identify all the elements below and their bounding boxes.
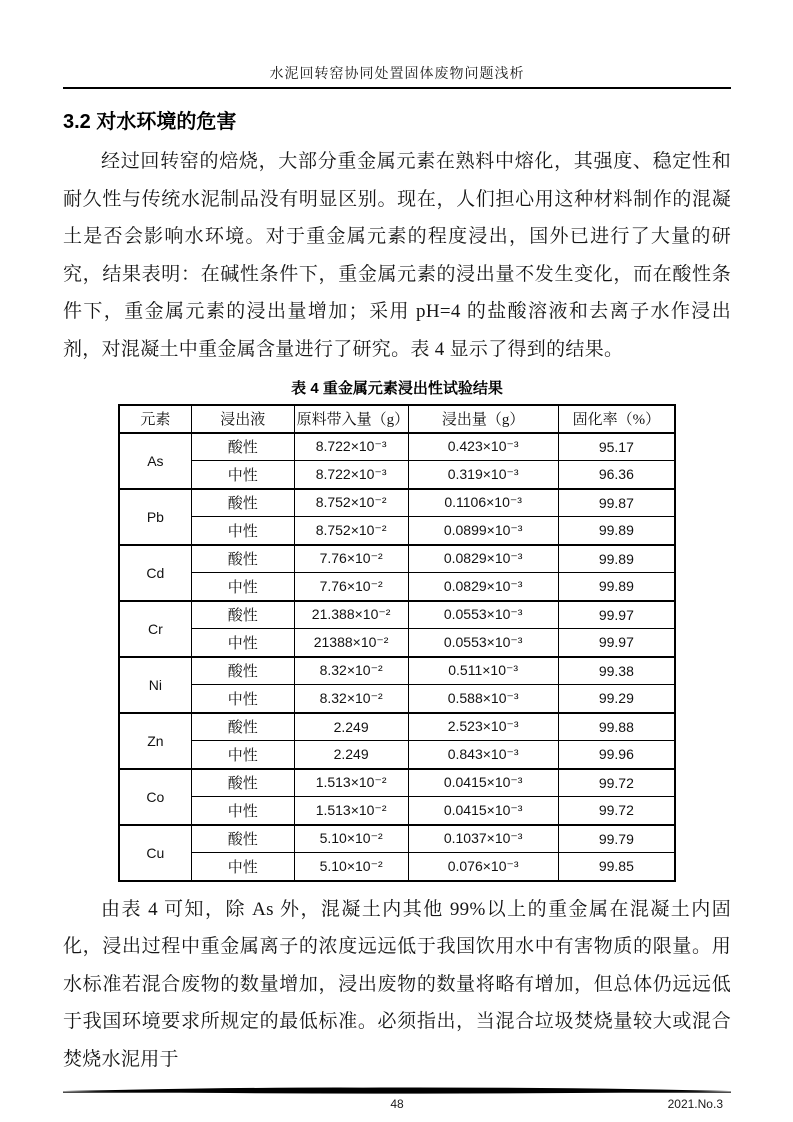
table-row — [119, 657, 675, 685]
table-row — [119, 573, 675, 601]
solidification-rate-cell: 99.89 — [558, 545, 675, 573]
solidification-rate-cell: 99.87 — [558, 489, 675, 517]
table-row — [119, 489, 675, 517]
table-row — [119, 713, 675, 741]
leached-amount-cell: 0.1037×10⁻³ — [408, 825, 558, 853]
table-row — [119, 461, 675, 489]
leachant-cell: 酸性 — [191, 657, 294, 685]
leachant-cell: 中性 — [191, 741, 294, 769]
table-row — [119, 853, 675, 881]
solidification-rate-cell: 99.38 — [558, 657, 675, 685]
table-row — [119, 629, 675, 657]
table-header — [119, 405, 675, 433]
leachant-cell: 酸性 — [191, 713, 294, 741]
leached-amount-cell: 0.0899×10⁻³ — [408, 517, 558, 545]
leaching-results-table — [118, 404, 676, 882]
input-amount-cell: 8.752×10⁻² — [294, 489, 408, 517]
leachant-cell: 酸性 — [191, 433, 294, 461]
footer-text-row — [63, 1097, 731, 1115]
leached-amount-cell: 0.0553×10⁻³ — [408, 601, 558, 629]
input-amount-cell: 21.388×10⁻² — [294, 601, 408, 629]
input-amount-cell: 2.249 — [294, 713, 408, 741]
leachant-cell: 酸性 — [191, 489, 294, 517]
page-number: 48 — [390, 1096, 404, 1111]
table-row — [119, 601, 675, 629]
paragraph-intro: 经过回转窑的焙烧，大部分重金属元素在熟料中熔化，其强度、稳定性和耐久性与传统水泥制品没有明显区别。现在，人们担心用这种材料制作的混凝土是否会影响水环境。对于重金属元素的程度浸出，国外已进行了大量的研究，结果表明：在碱性条件下，重金属元素的浸出量不发生变化，而在酸性条件下，重金属元素的浸出量增加；采用 pH=4 的盐酸溶液和去离子水作浸出剂，对混凝土中重金属含量进行了研究。表 4 显示了得到的结果。 — [63, 151, 731, 360]
leachant-cell: 酸性 — [191, 601, 294, 629]
solidification-rate-cell: 99.72 — [558, 769, 675, 797]
leached-amount-cell: 0.0415×10⁻³ — [408, 797, 558, 825]
solidification-rate-cell: 99.89 — [558, 517, 675, 545]
input-amount-cell: 5.10×10⁻² — [294, 825, 408, 853]
table-row — [119, 741, 675, 769]
table-row — [119, 769, 675, 797]
table-caption: 表 4 重金属元素浸出性试验结果 — [291, 379, 503, 397]
table-row — [119, 545, 675, 573]
element-cell: As — [119, 433, 191, 489]
column-header: 元素 — [119, 405, 191, 433]
issue-label: 2021.No.3 — [667, 1096, 723, 1111]
solidification-rate-cell: 99.72 — [558, 797, 675, 825]
input-amount-cell: 8.722×10⁻³ — [294, 433, 408, 461]
leachant-cell: 酸性 — [191, 825, 294, 853]
column-header: 原料带入量（g） — [294, 405, 408, 433]
footer-rule-graphic — [63, 1086, 731, 1095]
solidification-rate-cell: 99.88 — [558, 713, 675, 741]
leached-amount-cell: 0.511×10⁻³ — [408, 657, 558, 685]
table-row — [119, 825, 675, 853]
input-amount-cell: 5.10×10⁻² — [294, 853, 408, 881]
column-header: 浸出量（g） — [408, 405, 558, 433]
solidification-rate-cell: 99.97 — [558, 601, 675, 629]
leached-amount-cell: 0.0553×10⁻³ — [408, 629, 558, 657]
solidification-rate-cell: 99.89 — [558, 573, 675, 601]
input-amount-cell: 8.32×10⁻² — [294, 657, 408, 685]
input-amount-cell: 21388×10⁻² — [294, 629, 408, 657]
element-cell: Cr — [119, 601, 191, 657]
page-footer — [63, 1086, 731, 1115]
running-head-title: 水泥回转窑协同处置固体废物问题浅析 — [269, 67, 525, 82]
leachant-cell: 中性 — [191, 461, 294, 489]
leached-amount-cell: 0.0829×10⁻³ — [408, 573, 558, 601]
element-cell: Pb — [119, 489, 191, 545]
input-amount-cell: 7.76×10⁻² — [294, 573, 408, 601]
leached-amount-cell: 0.0829×10⁻³ — [408, 545, 558, 573]
leached-amount-cell: 0.423×10⁻³ — [408, 433, 558, 461]
table-row — [119, 685, 675, 713]
leachant-cell: 中性 — [191, 629, 294, 657]
input-amount-cell: 1.513×10⁻² — [294, 769, 408, 797]
input-amount-cell: 8.32×10⁻² — [294, 685, 408, 713]
element-cell: Zn — [119, 713, 191, 769]
solidification-rate-cell: 96.36 — [558, 461, 675, 489]
input-amount-cell: 7.76×10⁻² — [294, 545, 408, 573]
input-amount-cell: 2.249 — [294, 741, 408, 769]
solidification-rate-cell: 99.29 — [558, 685, 675, 713]
footer-rule — [63, 1086, 731, 1095]
header-rule — [63, 87, 731, 89]
element-cell: Cd — [119, 545, 191, 601]
leached-amount-cell: 2.523×10⁻³ — [408, 713, 558, 741]
leached-amount-cell: 0.319×10⁻³ — [408, 461, 558, 489]
leachant-cell: 酸性 — [191, 769, 294, 797]
leached-amount-cell: 0.843×10⁻³ — [408, 741, 558, 769]
table-body — [119, 433, 675, 881]
solidification-rate-cell: 95.17 — [558, 433, 675, 461]
column-header: 浸出液 — [191, 405, 294, 433]
leachant-cell: 中性 — [191, 517, 294, 545]
paragraph-discussion: 由表 4 可知，除 As 外，混凝土内其他 99%以上的重金属在混凝土内固化，浸出过程中重金属离子的浓度远远低于我国饮用水中有害物质的限量。用水标准若混合废物的数量增加，浸出废物的数量将略有增加，但总体仍远远低于我国环境要求所规定的最低标准。必须指出，当混合垃圾焚烧量较大或混合焚烧水泥用于 — [63, 898, 731, 1070]
column-header: 固化率（%） — [558, 405, 675, 433]
leached-amount-cell: 0.588×10⁻³ — [408, 685, 558, 713]
table-header-row — [119, 405, 675, 433]
solidification-rate-cell: 99.79 — [558, 825, 675, 853]
element-cell: Cu — [119, 825, 191, 881]
leachant-cell: 中性 — [191, 685, 294, 713]
input-amount-cell: 1.513×10⁻² — [294, 797, 408, 825]
solidification-rate-cell: 99.85 — [558, 853, 675, 881]
section-heading: 3.2 对水环境的危害 — [63, 111, 237, 133]
table-row — [119, 797, 675, 825]
element-cell: Ni — [119, 657, 191, 713]
leachant-cell: 中性 — [191, 797, 294, 825]
input-amount-cell: 8.722×10⁻³ — [294, 461, 408, 489]
table-row — [119, 433, 675, 461]
element-cell: Co — [119, 769, 191, 825]
leached-amount-cell: 0.0415×10⁻³ — [408, 769, 558, 797]
solidification-rate-cell: 99.96 — [558, 741, 675, 769]
leached-amount-cell: 0.076×10⁻³ — [408, 853, 558, 881]
leachant-cell: 中性 — [191, 573, 294, 601]
input-amount-cell: 8.752×10⁻² — [294, 517, 408, 545]
leached-amount-cell: 0.1106×10⁻³ — [408, 489, 558, 517]
solidification-rate-cell: 99.97 — [558, 629, 675, 657]
leachant-cell: 酸性 — [191, 545, 294, 573]
leachant-cell: 中性 — [191, 853, 294, 881]
table-row — [119, 517, 675, 545]
